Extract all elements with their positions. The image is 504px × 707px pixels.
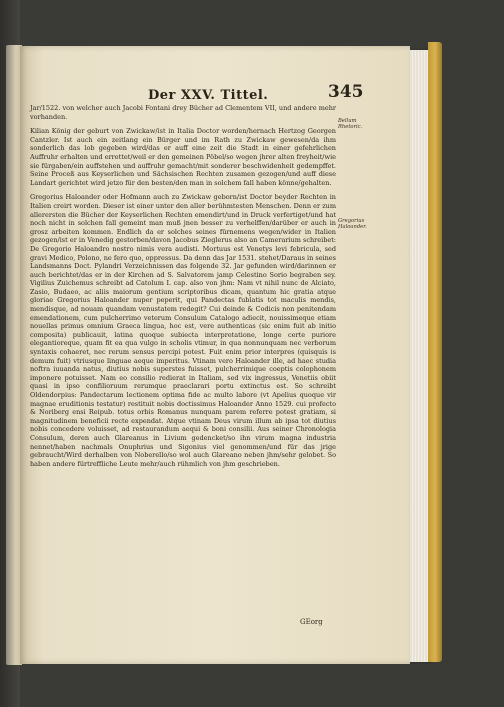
- running-title: Der XXV. Tittel.: [148, 88, 269, 103]
- body-text: [30, 104, 336, 472]
- margin-note-2: Gregorius Haloander.: [338, 218, 367, 231]
- paragraph-3: Gregorius Haloander oder Hofmann auch zu Zwickaw geborn/ist Doctor beyder Rechten in Italien creirt worden. Dieser ist einer unter den aller berühmtesten Menschen. Denn er zum allerersten die Bücher der Keyserlichen Rechten emendirt/und in Druck verfertiget/und hat noch nicht in solchen fall gemeint man muß jnen besser zu verhelffen/darüber er auch in grosz arbeiten kommen. Endlich da er solches seines fürnemens wegen/wider in Italien gezogen/ist er in Venedig gestorben/davon Jacobus Zieglerus also an Camerarium schreibet: De Gregorio Haloandro nostro nimis vera audisti. Mortuus est Venetys levi febricula, sed gravi Medico, Polono, ne fero quo, oppressus. Da denn das Jar 1531. stehet/Daraus in seines Landsmanns Doct. Pylandri Verzeichnissen das folgende 32. Jar gefunden wird/darinnen er auch berichtet/das er in der Kirchen ad S. Salvatorem jamp Celestino Sorio begraben sey. Vigilius Zuichemus schreibt ad Catolum I. cap. also von jhm: Nam vt nihil nunc de Alciato, Zasio, Budaeo, ac aliis maiorum gentium scriptoribus dicam, quantum hic gratia atque gloriae Gregorius Haloander nuper peperit, qui Pandectas fublatis tot maculis mendis, mendisque, ad nouam quandam venustatem redegit? Cui deinde & Codicis non penitendam emendationem, cum pulcherrimo veterum Consulum Catalogo adiecit, nouissimeque etiam nouellas primus omnium Graeca lingua, hoc est, vere authenticas (sic enim fuit ab initio composita) publicauit, latina quoque subiecta interpretatione, longe certe puriore elegantioreque, quam fit ea qua vulgo in scholis vtimur, in qua nonnunquam nec verborum syntaxis cohaeret, nec rerum sensus percipi potest. Fuit enim prior interpres (quisquis is demum fuit) vtriusque linguae aeque imperitus. Vtinam vero Haloander ille, ad haec studia noftra iuuanda natus, diutius nobis superstes fuisset, pulcherrimique coeptis colophonem imponere potuisset. Nam eo consilio redierat in Italiam, sed vix ingressus, Venetiis obiit quasi in ipso confilioruum rerumque praeclarari portu extinctus est. So schreibt Oldendorpius: Pandectarum lectionem optima fide ac multo labore (vt Apelius quoque vir magnae eruditionis testatur) restituit nobis doctissimus Haloander Anno 1529. cui profecto & Noriberg ensi Reipub. totus orbis Romanus nunquam parem referre potest gratiam, si magnitudinem beneficii recte expendat. Atque vtinam Deus virum illum ab ipsa tot diutius nobis concedere voluisset, ad restaurandum aequi & boni consilii. Aus seiner Chronologia Consulum, deren auch Glareanus in Livium gedencket/so ihn virum magna industria nennet/haben nachmals Onuphrius und Sigonius viel genommen/und für das jrige gebraucht/Wird derhalben von Noberello/so wol auch Glareano neben jhm/sehr gelobet. So haben andere fürtreffliche Leute mehr/auch rühmlich von jhm geschrieben.: [30, 193, 336, 468]
- book-cover-edge: [428, 42, 442, 662]
- margin-note-1: Bellum Rhetoric.: [338, 118, 363, 131]
- paragraph-2: Kilian König der geburt von Zwickaw/ist in Italia Doctor worden/hernach Hertzog Georgen Cantzler. Ist auch ein zeitlang ein Bürger und im Rath zu Zwickaw gewesen/da ihm sonderlich das lob gegeben wird/das er auff eine zeit die Stadt in einer gefehrlichen Auffruhr erhalten und errettet/weil er den gemeinen Pöbel/so wegen jhrer alten freyheit/wie sie fürgaben/ein auffstehen und auffruhr gemacht/mit sonderer beschwidenheit gedempffet. Seine Proceß aus Keyserlichen und Sächsischen Rechten zusamen gezogen/und auff diese Landart gerichtet wird jetzo für den besten/den man in solchem fall haben könne/gehalten.: [30, 127, 336, 187]
- catchword: GEorg: [300, 618, 323, 626]
- paragraph-1: Jar/1522. von welcher auch Jacobi Fontani drey Bücher ad Clementem VII, und andere mehr vorhanden.: [30, 104, 336, 121]
- page-number: 345: [328, 82, 364, 102]
